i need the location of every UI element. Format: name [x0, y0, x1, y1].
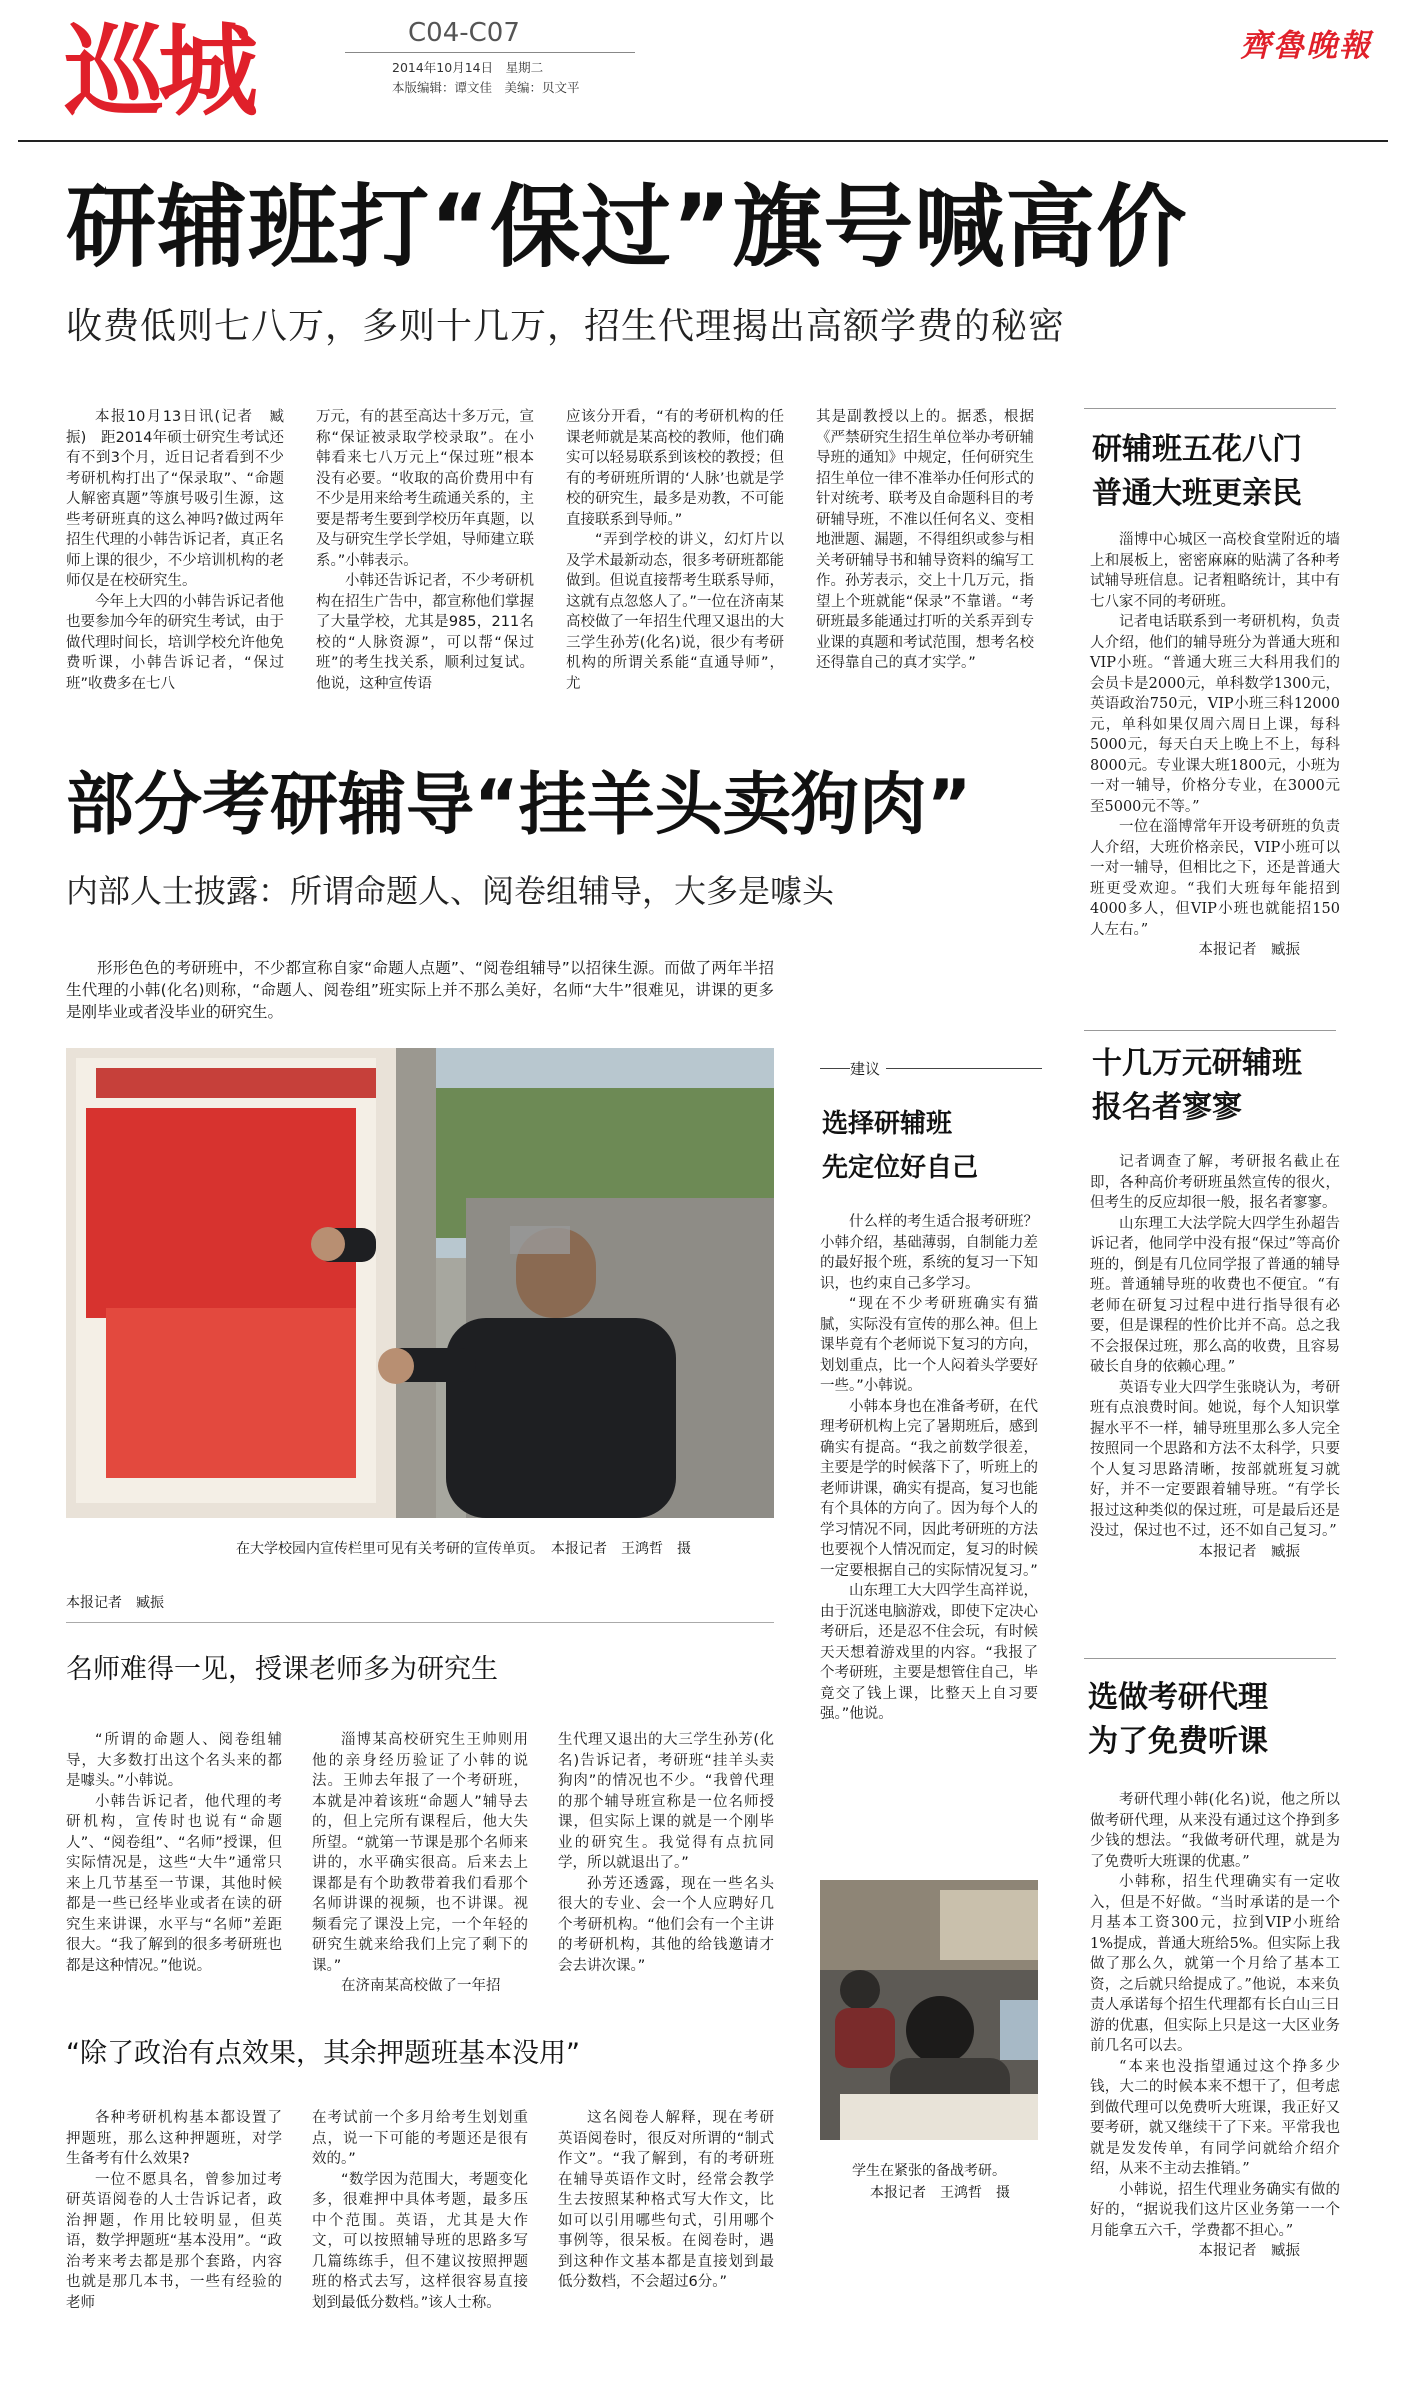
sidebar2-headline: 十几万元研辅班 报名者寥寥: [1092, 1046, 1302, 1125]
sidebar2-top-rule: [1084, 1030, 1336, 1031]
sidebar3-body: 考研代理小韩(化名)说，他之所以做考研代理，从来没有通过这个挣到多少钱的想法。“我做考研代理，就是为了免费听大班课的优惠。” 小韩称，招生代理确实有一定收入，但是不好做。“当时承诺的是一个月基本工资300元，拉到VIP小班给1%提成，普通大班给5%。但实际上我做了那么久，就第一个月给了基本工资，之后就只给提成了。”他说，本来负责人承诺每个招生代理都有长白山三日游的优惠，但实际上只是这一大区业务前几名可以去。 “本来也没指望通过这个挣多少钱，大二的时候本来不想干了，但考虑到做代理可以免费听大班课，我正好又要考研，就又继续干了下来。平常我也就是发发传单，有同学问就给介绍介绍，从来不主动去推销。” 小韩说，招生代理业务确实有做的好的，“据说我们这片区业务第一一个月能拿五六千，学费都不担心。” 本报记者 臧振: [1090, 1790, 1340, 2262]
article1-headline: 研辅班打“保过”旗号喊高价: [66, 175, 1188, 280]
sidebar2-byline: 本报记者 臧振: [1198, 1543, 1300, 1560]
article2-headline: 部分考研辅导“挂羊头卖狗肉”: [66, 766, 972, 845]
campus-board-photo: [66, 1048, 774, 1518]
article1-col2: 万元，有的甚至高达十多万元，宣称“保证被录取学校录取”。在小韩看来七八万元上“保过班”根本没有必要。“收取的高价费用中有不少是用来给考生疏通关系的，主要是帮考生要到学校历年真题，以及与研究生学长学姐，导师建立联系。”小韩表示。 小韩还告诉记者，不少考研机构在招生广告中，都宣称他们掌握了大量学校，尤其是985，211名校的“人脉资源”，可以帮“保过班”的考生找关系，顺利过复试。他说，这种宣传语: [316, 409, 534, 692]
sidebar1-top-rule: [1084, 408, 1336, 409]
sidebar1-body: 淄博中心城区一高校食堂附近的墙上和展板上，密密麻麻的贴满了各种考试辅导班信息。记者粗略统计，其中有七八家不同的考研班。 记者电话联系到一考研机构，负责人介绍，他们的辅导班分为普通大班和VIP小班。“普通大班三大科用我们的会员卡是2000元，单科数学1300元，英语政治750元，VIP小班三科12000元，单科如果仅周六周日上课，每科5000元，每天白天上晚上不上，每科8000元。专业课大班1800元，小班为一对一辅导，价格分专业，在3000元至5000元不等。” 一位在淄博常年开设考研班的负责人介绍，大班价格亲民，VIP小班可以一对一辅导，但相比之下，还是普通大班更受欢迎。“我们大班每年能招到4000多人，但VIP小班也就能招150人左右。” 本报记者 臧振: [1090, 530, 1340, 961]
rule-masthead-small: [345, 52, 635, 53]
section1-title: 名师难得一见，授课老师多为研究生: [66, 1654, 498, 1685]
article1-subheadline: 收费低则七八万，多则十几万，招生代理揭出高额学费的秘密: [66, 306, 1066, 347]
issue-date: 2014年10月14日 星期二: [392, 60, 544, 75]
students-study-photo: [820, 1880, 1038, 2140]
sidebar2-body: 记者调查了解，考研报名截止在即，各种高价考研班虽然宣传的很火，但考生的反应却很一般，报名者寥寥。 山东理工大法学院大四学生孙超告诉记者，他同学中没有报“保过”等高价班的，倒是有几位同学报了普通的辅导班。普通辅导班的收费也不便宜。“有老师在研复习过程中进行指导很有必要，但是课程的性价比并不高。总之我不会报保过班，那么高的收费，且容易破长自身的依赖心理。” 英语专业大四学生张晓认为，考研班有点浪费时间。她说，每个人知识掌握水平不一样，辅导班里那么多人完全按照同一个思路和方法不太科学，只要个人复习思路清晰，按部就班复习就好，并不一定要跟着辅导班。“有学长报过这种类似的保过班，可是最后还是没过，保过也不过，还不如自己复习。” 本报记者 臧振: [1090, 1152, 1340, 1562]
section2-col2: 在考试前一个多月给考生划划重点，说一下可能的考题还是很有效的。” “数学因为范围大，考题变化多，很难押中具体考题，最多压中个范围。英语，尤其是大作文，可以按照辅导班的思路多写几篇练练手，但不建议按照押题班的格式去写，这样很容易直接划到最低分数档。”该人士称。: [312, 2110, 528, 2311]
sidebar3-headline: 选做考研代理 为了免费听课: [1088, 1680, 1268, 1759]
campus-photo-caption: 在大学校园内宣传栏里可见有关考研的宣传单页。 本报记者 王鸿哲 摄: [236, 1541, 691, 1557]
section-logo-text: 巡城: [64, 14, 252, 118]
advice-body: 什么样的考生适合报考研班？小韩介绍，基础薄弱，自制能力差的最好报个班，系统的复习一下知识，也约束自己多学习。 “现在不少考研班确实有猫腻，实际没有宣传的那么神。但上课毕竟有个老师说下复习的方向，划划重点，比一个人闷着头学要好一些。”小韩说。 小韩本身也在准备考研，在代理考研机构上完了暑期班后，感到确实有提高。“我之前数学很差，主要是学的时候落下了，听班上的老师讲课，确实有提高，复习也能有个具体的方向了。因为每个人的学习情况不同，因此考研班的方法也要视个人情况而定，复习的时候一定要根据自己的实际情况复习。” 山东理工大大四学生高祥说，由于沉迷电脑游戏，即使下定决心考研后，还是忍不住会玩，有时候天天想着游戏里的内容。“我报了个考研班，主要是想管住自己，毕竟交了钱上课，比整天上自习要强。”他说。: [820, 1214, 1038, 1722]
article1-col3: 应该分开看，“有的考研机构的任课老师就是某高校的教师，他们确实可以轻易联系到该校的教授；但有的考研班所谓的‘人脉’也就是学校的研究生，最多是劝教，不可能直接联系到导师。” “弄到学校的讲义，幻灯片以及学术最新动态，很多考研班都能做到。但说直接帮考生联系导师，这就有点忽悠人了。”一位在济南某高校做了一年招生代理又退出的大三学生孙芳(化名)说，很少有考研机构的所谓关系能“直通导师”，尤: [566, 409, 784, 692]
sidebar1-byline: 本报记者 臧振: [1198, 942, 1300, 958]
section2-col3: 这名阅卷人解释，现在考研英语阅卷时，很反对所谓的“制式作文”。“我了解到，有的考研班在辅导英语作文时，经常会教学生去按照某种格式写大作文，比如可以引用哪些句式，引用哪个事例等，很呆板。在阅卷时，遇到这种作文基本都是直接划到最低分数档，不会超过6分。”: [558, 2110, 774, 2290]
section1-rule: [66, 1622, 774, 1623]
section1-col1: “所谓的命题人、阅卷组辅导，大多数打出这个名头来的都是噱头。”小韩说。 小韩告诉记者，他代理的考研机构，宣传时也说有“命题人”、“阅卷组”、“名师”授课，但实际情况是，这些“大牛”通常只来上几节基至一节课，其他时候都是一些已经毕业或者在读的研究生来讲课，水平与“名师”差距很大。“我了解到的很多考研班也都是这种情况。”他说。: [66, 1732, 282, 1974]
campus-board-photo-graphic: [66, 1048, 774, 1518]
masthead-rule: [18, 140, 1388, 142]
section2-col1: 各种考研机构基本都设置了押题班，那么这种押题班，对学生备考有什么效果? 一位不愿具名，曾参加过考研英语阅卷的人士告诉记者，政治押题，作用比较明显，但英语，数学押题班“基本没用”。“政治考来考去都是那个套路，内容也就是那几本书，一些有经验的老师: [66, 2110, 282, 2311]
section-logo: [64, 14, 320, 118]
students-photo-caption: 学生在紧张的备战考研。 本报记者 王鸿哲 摄: [852, 2163, 1010, 2201]
sidebar1-headline: 研辅班五花八门 普通大班更亲民: [1092, 432, 1302, 511]
section2-title: “除了政治有点效果，其余押题班基本没用”: [66, 2038, 580, 2069]
article1-col1: 本报10月13日讯(记者 臧振) 距2014年硕士研究生考试还有不到3个月，近日记者看到不少考研机构打出了“保录取”、“命题人解密真题”等旗号吸引生源，这些考研班真的这么神吗?做过两年招生代理的小韩告诉记者，真正名师上课的很少，不少培训机构的老师仅是在校研究生。 今年上大四的小韩告诉记者他也要参加今年的研究生考试，由于做代理时间长，培训学校允许他免费听课，小韩告诉记者，“保过班”收费多在七八: [66, 409, 284, 692]
students-study-photo-graphic: [820, 1880, 1038, 2140]
sidebar3-top-rule: [1084, 1658, 1336, 1659]
advice-label: 建议: [850, 1058, 886, 1079]
section1-col2: 淄博某高校研究生王帅则用他的亲身经历验证了小韩的说法。王帅去年报了一个考研班，本就是冲着该班“命题人”辅导去的，但上完所有课程后，他大失所望。“就第一节课是那个名师来讲的，水平确实很高。后来去上课都是有个助教带着我们看那个名师讲课的视频，也不讲课。视频看完了课没上完，一个年轻的研究生就来给我们上完了剩下的课。” 在济南某高校做了一年招: [312, 1732, 528, 1994]
sidebar3-byline: 本报记者 臧振: [1198, 2243, 1300, 2259]
article1-col4: 其是副教授以上的。据悉，根据《严禁研究生招生单位举办考研辅导班的通知》中规定，任何研究生招生单位一律不准举办任何形式的针对统考、联考及自命题科目的考研辅导班，不准以任何名义、变相地泄题、漏题，不得组织或参与相关考研辅导书和辅导资料的编写工作。孙芳表示，交上十几万元，指望上个班就能“保录”不靠谱。“考研班最多能通过打听的关系弄到专业课的真题和考试范围，想考名校还得靠自己的真才实学。”: [816, 409, 1034, 671]
newspaper-logo: 齊魯晚報: [1240, 28, 1372, 64]
article2-byline: 本报记者 臧振: [66, 1595, 164, 1611]
section-logo-graphic: [64, 14, 320, 118]
section1-col3: 生代理又退出的大三学生孙芳(化名)告诉记者，考研班“挂羊头卖狗肉”的情况也不少。“我曾代理的那个辅导班宣称是一位名师授课，但实际上课的就是一个刚毕业的研究生。我觉得有点抗同学，所以就退出了。” 孙芳还透露，现在一些名头很大的专业、会一个人应聘好几个考研机构。“他们会有一个主讲的考研机构，其他的给钱邀请才会去讲次课。”: [558, 1732, 774, 1974]
article2-subheadline: 内部人士披露：所谓命题人、阅卷组辅导，大多是噱头: [66, 872, 835, 910]
advice-headline: 选择研辅班 先定位好自己: [822, 1109, 979, 1183]
page-range: C04-C07: [408, 18, 520, 48]
editor-credits: 本版编辑：谭文佳 美编：贝文平: [392, 80, 580, 95]
article2-lead: 形形色色的考研班中，不少都宣称自家“命题人点题”、“阅卷组辅导”以招徕生源。而做了两年半招生代理的小韩(化名)则称，“命题人、阅卷组”班实际上并不那么美好，名师“大牛”很难见，讲课的更多是刚毕业或者没毕业的研究生。: [66, 959, 774, 1021]
